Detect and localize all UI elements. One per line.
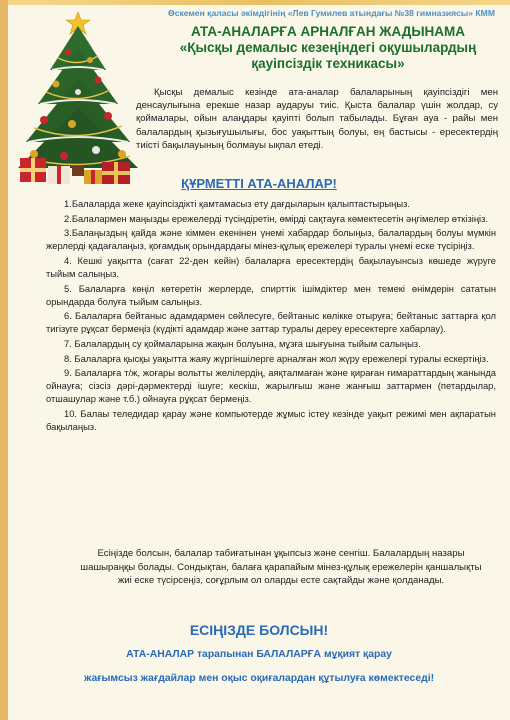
christmas-tree-image: [12, 8, 148, 188]
rule-item: 2.Балалармен маңызды ережелерді түсіндіретін, өмірді сақтауға көмектесетін әңгімелер өткізіңіз.: [64, 212, 489, 224]
rule-item: 9. Балаларға т/ж, жоғары вольтты желілердің, аяқталмаған және қираған ғимараттардың жанында ойнауға; сізсіз дәрі-дәрмектерді ішуге; кескіш, жарылғыш және жанғыш заттармен (петардылар, отшашулар және т.б.) ойнауға рұқсат бермеңіз.: [46, 367, 496, 405]
rule-item: 8. Балаларға қысқы уақытта жаяу жүргіншілерге арналған жол жүру ережелері туралы ескертіңіз.: [64, 352, 489, 364]
title-line-1: АТА-АНАЛАРҒА АРНАЛҒАН ЖАДЫНАМА: [190, 24, 466, 39]
rule-item: 5. Балаларға көңіл көтеретін жерлерде, спирттік ішімдіктер мен темекі өнімдерін сататын орындарда болуға тыйым салыңыз.: [46, 282, 496, 307]
dear-parents-heading: ҚҰРМЕТТІ АТА-АНАЛАР!: [181, 176, 337, 191]
footer-line-1: АТА-АНАЛАР тарапынан БАЛАЛАРҒА мұқият қарау: [126, 649, 392, 660]
footer-line-2: жағымсыз жағдайлар мен оқыс оқиғалардан құтылуға көмектеседі!: [83, 673, 435, 684]
rule-item: 1.Балаларда жеке қауіпсіздікті қамтамасыз ету дағдыларын қалыптастырыңыз.: [64, 198, 410, 209]
title-line-2: «Қысқы демалыс кезеңіндегі оқушылардың: [179, 40, 477, 55]
intro-paragraph: Қысқы демалыс кезінде ата-аналар балаларының қауіпсіздігі мен денсаулығына ерекше назар аударуы тиіс. Қыста балалар үшін жолдар, су қоймалары, ойын алаңдары қауіпті болып табылады. Бұған ауа - райы мен балалардың қызығушылығы, бос уақыттың болуы, ең бастысы - ересектердің тиісті бақылауының болмауы ықпал етеді.: [136, 87, 498, 151]
rule-item: 7. Балалардың су қоймаларына жақын болуына, мұзға шығуына тыйым салыңыз.: [64, 338, 421, 350]
rule-item: 10. Балаы теледидар қарау және компьютерде жұмыс істеу кезінде уақыт режимі мен ақпаратын бақылаңыз.: [46, 408, 496, 433]
page-title: [158, 24, 498, 72]
remember-heading: ЕСІҢІЗДЕ БОЛСЫН!: [189, 622, 329, 638]
organization-name: Өскемен қаласы әкімдігінің «Лев Гумилев атындағы №38 гимназиясы» КММ: [168, 8, 495, 18]
rule-item: 4. Кешкі уақытта (сағат 22-ден кейін) балаларға ересектердің бақылауынсыз көшеде жүруге тыйым салыңыз.: [46, 254, 496, 280]
rule-item: 3.Балаңыздың қайда және кіммен екенінен үнемі хабардар болыңыз, балалардың болуы мүмкін жерлерді қадағалаңыз, қоғамдық орындардағы мінез-құлық ережелері туралы үнемі еске түсіріңіз.: [46, 227, 496, 252]
rule-item: 6. Балаларға бейтаныс адамдармен сөйлесуге, бейтаныс көлікке отыруға; бейтаныс заттарға қол тигізуге рұқсат бермеңіз (күдікті адамдар және заттар туралы дереу ересектерге хабарлау).: [46, 310, 496, 335]
closing-paragraph: Есіңізде болсын, балалар табиғатынан ұқыпсыз және сенгіш. Балалардың назары шашыраңқы болады. Сондықтан, балаға қарапайым мінез-құлық ережелерін қаншалықты жиі еске түсірсеңіз, соғұрлым ол оларды есте сақтайды және қолданады.: [80, 548, 482, 587]
rules-list: [46, 197, 496, 435]
title-line-3: қауіпсіздік техникасы»: [251, 56, 405, 71]
top-border: [8, 0, 510, 5]
